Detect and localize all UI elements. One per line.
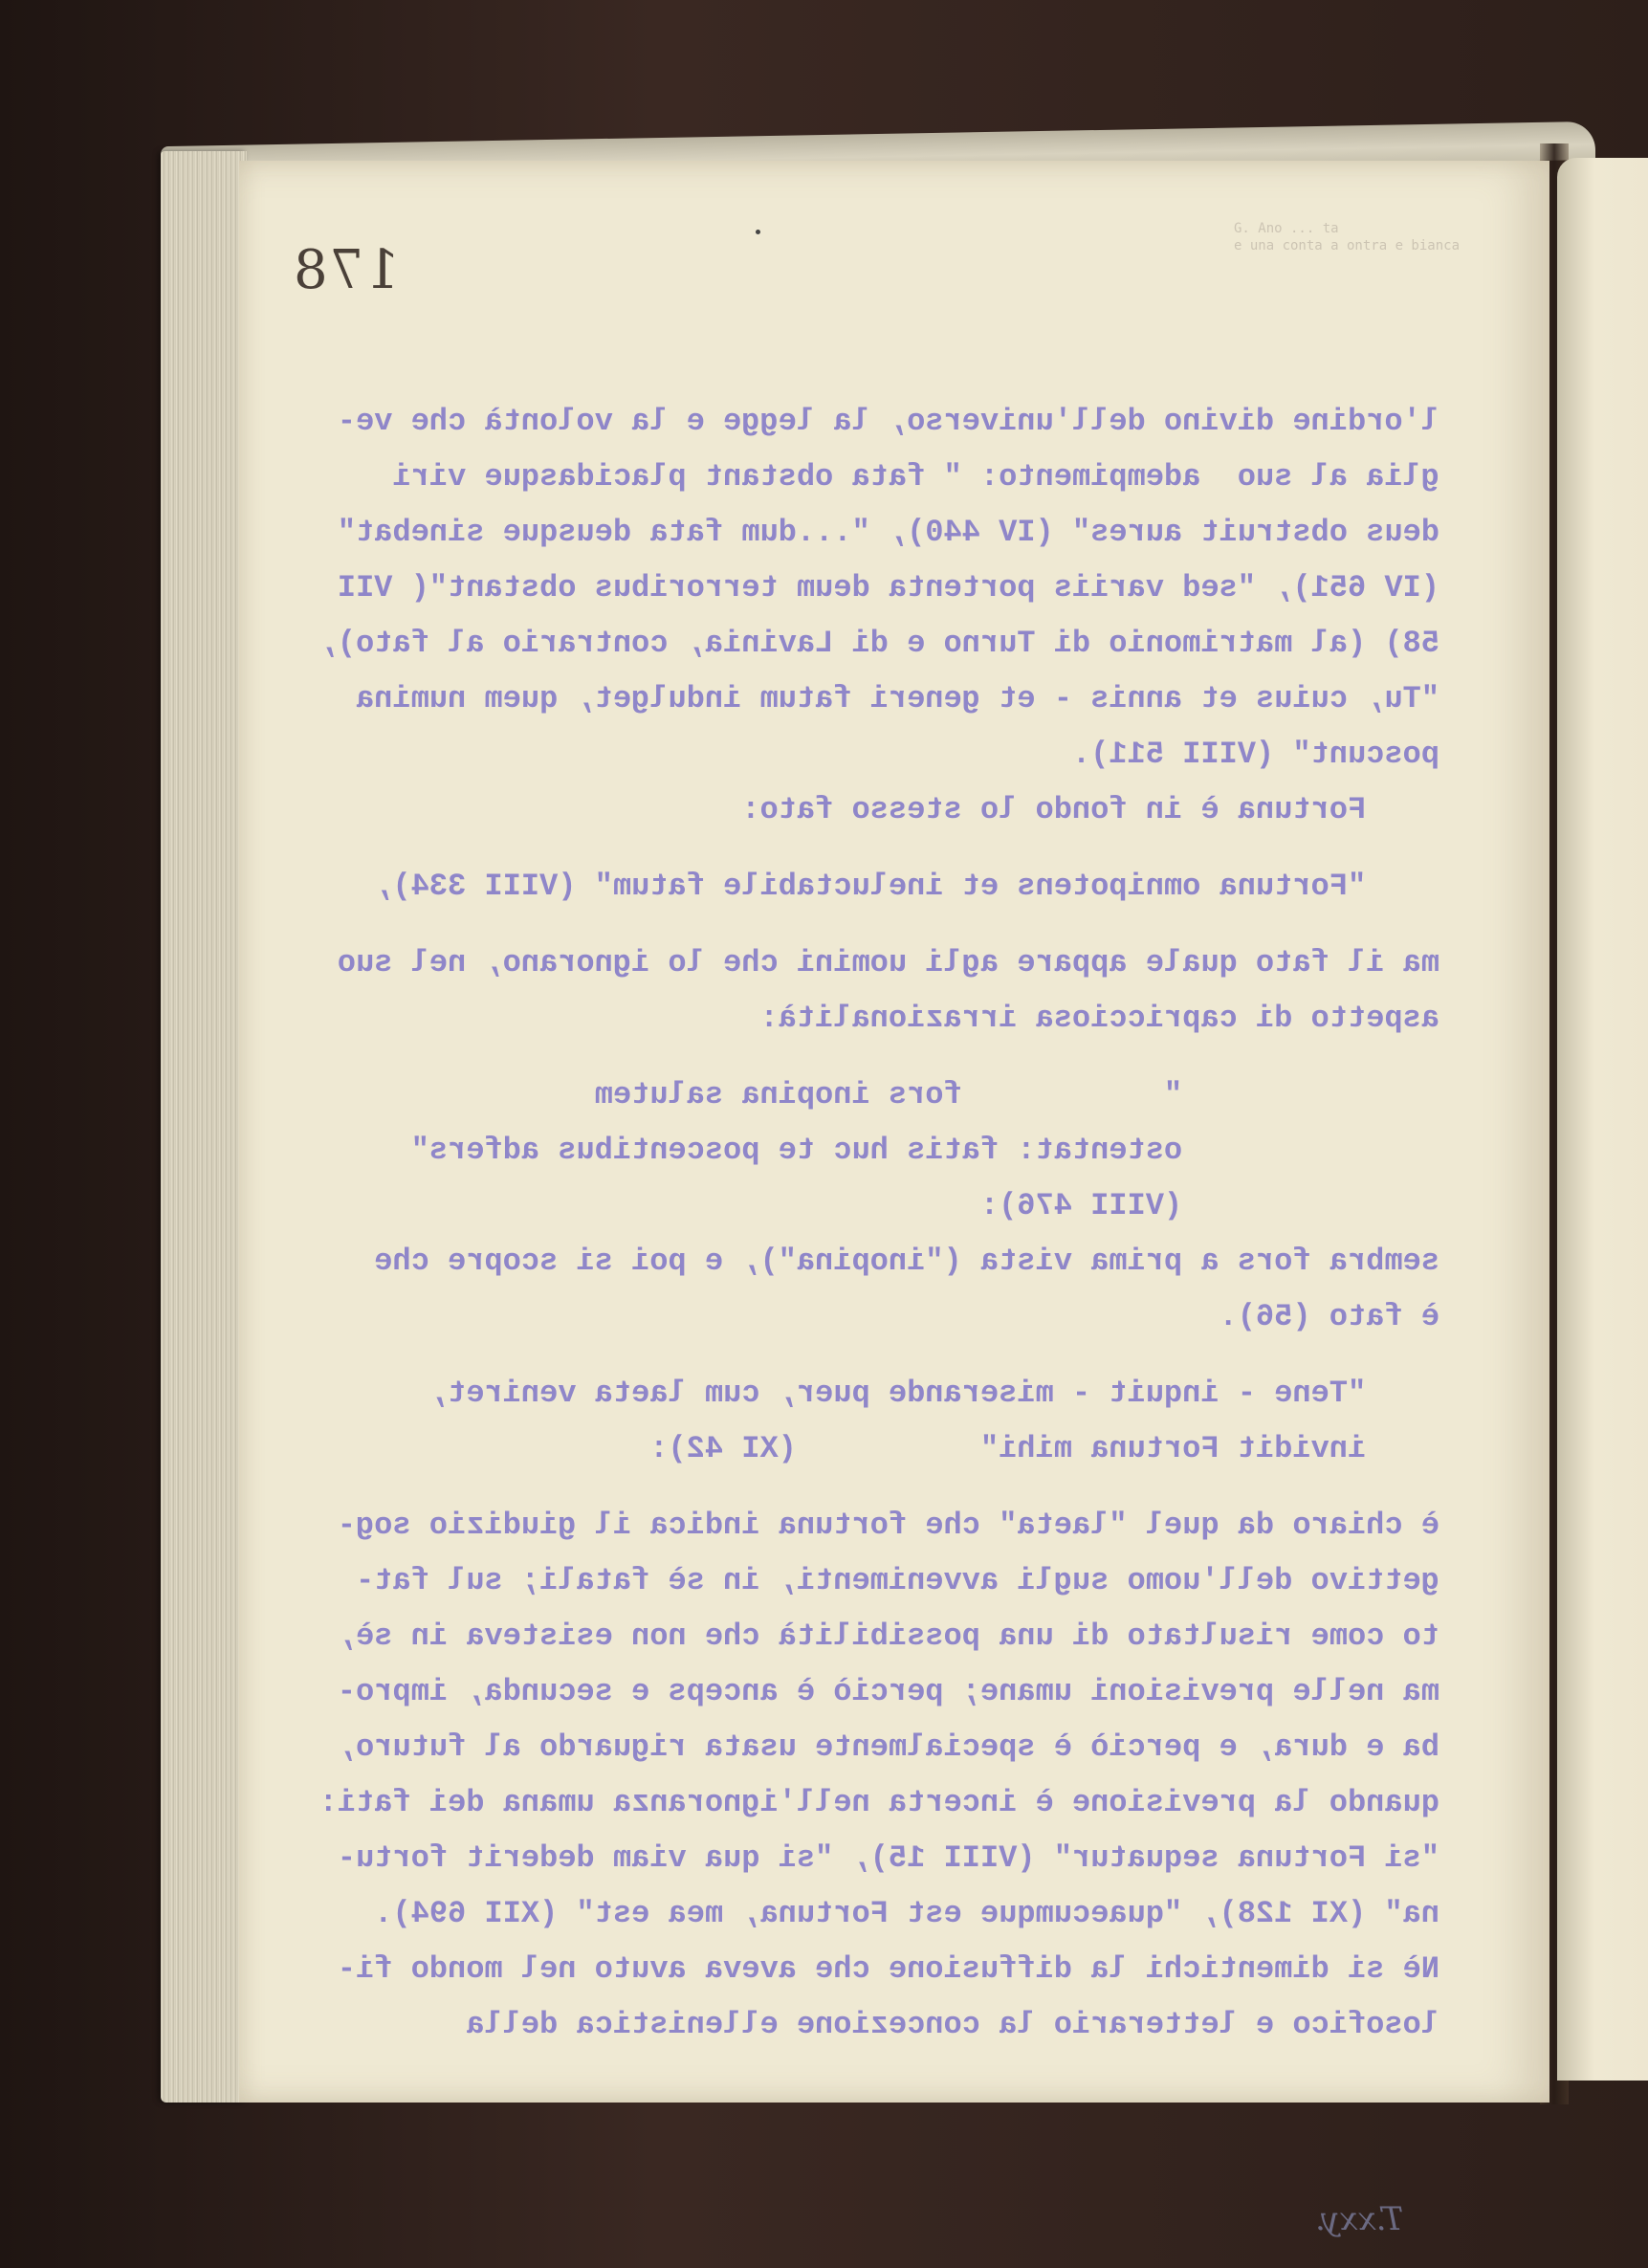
text-line: ba e dura, e perciò è specialmente usata riguardo al futuro, bbox=[337, 1729, 1439, 1765]
facing-page-edge bbox=[1557, 158, 1648, 2081]
page-stack-left-edge bbox=[161, 151, 247, 2103]
text-line bbox=[325, 1345, 1439, 1366]
text-line: "Fortuna omnipotens et ineluctabile fatum" (VIII 334), bbox=[374, 869, 1439, 904]
text-line: glia al suo adempimento: " fata obstant placidasque viri bbox=[392, 459, 1439, 495]
text-line: (IV 651), "sed variis portenta deum terroribus obstant"( VII bbox=[337, 570, 1439, 606]
text-line: "Tu, cuius et annis - et generi fatum indulget, quem numina bbox=[356, 681, 1439, 716]
text-line: sembra fors a prima vista ("inopina"), e poi si scopre che bbox=[374, 1244, 1439, 1279]
text-line: losofico e letterario la concezione ellenistica della bbox=[466, 2007, 1439, 2042]
text-line: Fortuna è in fondo lo stesso fato: bbox=[741, 792, 1439, 827]
text-line: poscunt" (VIII 511). bbox=[1071, 737, 1439, 772]
text-line: ma nelle previsioni umane; perciò è anceps e secunda, impro- bbox=[337, 1674, 1439, 1709]
bleed-through-text bbox=[1234, 220, 1511, 254]
text-line bbox=[325, 1046, 1439, 1068]
text-line: quando la previsione è incerta nell'ignoranza umana dei fati: bbox=[319, 1785, 1439, 1820]
text-line: "Tene - inquit - miserande puer, cum laeta veniret, bbox=[428, 1376, 1439, 1411]
text-line: na" (XI 128), "quaecumque est Fortuna, mea est" (XII 694). bbox=[374, 1896, 1439, 1931]
text-line: invidit Fortuna mihi" (XI 42): bbox=[649, 1431, 1439, 1466]
bleed-through-line: G. Ano ... ta bbox=[1234, 221, 1339, 236]
text-line: "si Fortuna sequatur" (VIII 15), "si qua viam dederit fortu- bbox=[337, 1840, 1439, 1876]
text-line: è fato (56). bbox=[1219, 1299, 1439, 1334]
text-line: aspetto di capricciosa irrazionalità: bbox=[759, 1001, 1439, 1036]
text-line: to come risultato di una possibilità che non esisteva in sè, bbox=[337, 1618, 1439, 1654]
handwritten-note: T.xxy. bbox=[1315, 2200, 1404, 2238]
text-line: Nè si dimentichi la diffusione che aveva avuto nel mondo fi- bbox=[337, 1951, 1439, 1987]
text-line bbox=[325, 838, 1439, 859]
text-line: (VIII 476): bbox=[979, 1188, 1439, 1223]
text-line: 58) (al matrimonio di Turno e di Lavinia, contrario al fato), bbox=[319, 626, 1439, 661]
text-line: ostentat: fatis huc te poscentibus adfers" bbox=[410, 1133, 1439, 1168]
text-line: ma il fato quale appare agli uomini che lo ignorano, nel suo bbox=[337, 945, 1439, 980]
text-line: deus obstruit aures" (IV 440), "...dum fata deusque sinebat" bbox=[337, 515, 1439, 550]
bleed-through-line: e una conta a ontra e bianca bbox=[1234, 238, 1461, 253]
text-line: gettivo dell'uomo sugli avvenimenti, in sè fatali; sul fat- bbox=[356, 1563, 1439, 1598]
text-line: l'ordine divino dell'universo, la legge e la volontà che ve- bbox=[337, 404, 1439, 439]
ink-speck bbox=[756, 230, 760, 234]
text-line bbox=[325, 1477, 1439, 1498]
mirrored-typewritten-text bbox=[319, 394, 1439, 2053]
text-line: è chiaro da quel "laeta" che fortuna indica il giudizio sog- bbox=[337, 1508, 1439, 1543]
text-line bbox=[325, 914, 1439, 936]
page-number: 178 bbox=[292, 239, 400, 301]
text-line: " fors inopina salutem bbox=[594, 1077, 1439, 1112]
